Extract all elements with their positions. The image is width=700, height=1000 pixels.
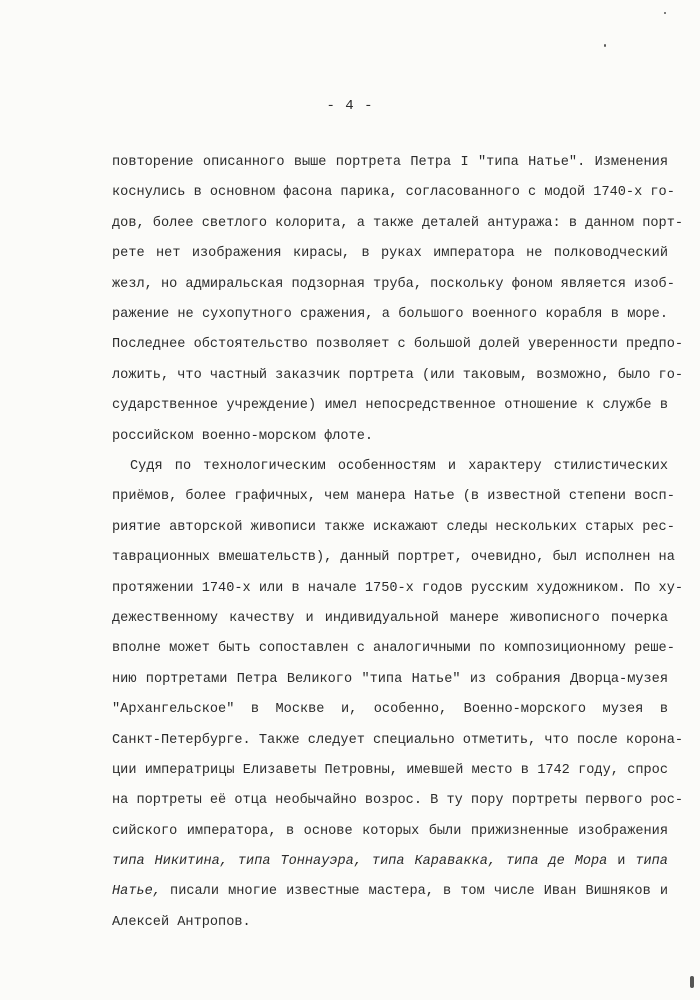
text-segment bbox=[362, 854, 372, 869]
text-segment: сударственное учреждение) имел непосредственное отношение к службе в bbox=[112, 398, 668, 414]
scan-speck bbox=[604, 44, 606, 47]
text-line bbox=[112, 604, 668, 634]
text-line bbox=[112, 330, 684, 360]
text-line bbox=[112, 756, 668, 786]
text-segment: Судя по технологическим особенностям и характеру стилистических bbox=[130, 459, 668, 474]
text-segment: дежественному качеству и индивидуальной манере живописного почерка bbox=[112, 610, 668, 626]
text-segment: приёмов, более графичных, чем манера Натье (в известной степени восп- bbox=[112, 489, 675, 505]
text-line bbox=[112, 482, 675, 512]
text-segment: на портреты её отца необычайно возрос. В ту пору портреты первого рос- bbox=[112, 793, 684, 809]
text-segment: писали многие известные мастера, в том числе Иван Вишняков и bbox=[160, 884, 668, 900]
text-segment: риятие авторской живописи также искажают следы нескольких старых рес- bbox=[112, 519, 675, 535]
text-line bbox=[112, 726, 684, 756]
text-segment: дов, более светлого колорита, а также деталей антуража: в данном порт- bbox=[112, 215, 684, 231]
text-line bbox=[112, 574, 684, 604]
text-line bbox=[112, 513, 675, 543]
text-segment: "Архангельское" в Москве и, особенно, Военно-морского музея в bbox=[112, 702, 668, 718]
text-line bbox=[112, 452, 668, 482]
text-line bbox=[112, 665, 668, 695]
text-segment: коснулись в основном фасона парика, согласованного с модой 1740-х го- bbox=[112, 185, 675, 201]
text-line bbox=[112, 817, 668, 847]
italic-text: типа bbox=[635, 854, 668, 870]
italic-text: типа Каравакка, bbox=[371, 854, 497, 870]
text-segment: повторение описанного выше портрета Петра I "типа Натье". Изменения bbox=[112, 155, 668, 170]
text-segment: российском военно-морском флоте. bbox=[112, 428, 374, 444]
text-segment: Последнее обстоятельство позволяет с большой долей уверенности предпо- bbox=[112, 337, 684, 353]
text-segment: Алексей Антропов. bbox=[112, 914, 251, 930]
text-line bbox=[112, 877, 668, 907]
text-segment: таврационных вмешательств), данный портрет, очевидно, был исполнен на bbox=[112, 550, 675, 566]
text-segment: вполне может быть сопоставлен с аналогичными по композиционному реше- bbox=[112, 641, 675, 657]
text-line bbox=[112, 847, 668, 877]
text-line bbox=[112, 178, 675, 208]
italic-text: типа Никитина, bbox=[112, 854, 228, 870]
scan-speck bbox=[664, 12, 666, 14]
paragraph-1 bbox=[112, 148, 684, 452]
text-segment: нию портретами Петра Великого "типа Натье" из собрания Дворца-музея bbox=[112, 671, 668, 687]
text-segment: жезл, но адмиральская подзорная труба, поскольку фоном является изоб- bbox=[112, 276, 675, 292]
text-line bbox=[112, 786, 684, 816]
text-segment bbox=[228, 854, 238, 869]
text-segment: ражение не сухопутного сражения, а большого военного корабля в море. bbox=[112, 306, 668, 322]
text-segment: ции императрицы Елизаветы Петровны, имевшей место в 1742 году, спрос bbox=[112, 762, 668, 778]
text-line bbox=[112, 908, 668, 938]
text-line bbox=[112, 148, 668, 178]
text-segment: сийского императора, в основе которых были прижизненные изображения bbox=[112, 823, 668, 839]
text-line bbox=[112, 543, 675, 573]
text-line bbox=[112, 239, 668, 269]
text-line bbox=[112, 300, 668, 330]
text-line bbox=[112, 209, 684, 239]
text-line bbox=[112, 391, 668, 421]
italic-text: Натье, bbox=[112, 884, 161, 900]
text-line bbox=[112, 695, 668, 725]
italic-text: типа Тоннауэра, bbox=[237, 854, 362, 870]
text-segment: Санкт-Петербурге. Также следует специально отметить, что после корона- bbox=[112, 732, 684, 748]
text-segment: и bbox=[607, 854, 636, 870]
page-number: - 4 - bbox=[326, 98, 374, 114]
text-line bbox=[112, 422, 668, 452]
italic-text: типа де Мора bbox=[505, 854, 608, 870]
text-segment bbox=[496, 854, 506, 869]
text-segment: рете нет изображения кирасы, в руках императора не полководческий bbox=[112, 246, 668, 262]
scan-speck bbox=[690, 976, 694, 988]
text-segment: протяжении 1740-х или в начале 1750-х годов русским художником. По ху- bbox=[112, 580, 684, 596]
text-line bbox=[112, 361, 684, 391]
text-line bbox=[112, 270, 675, 300]
text-segment: ложить, что частный заказчик портрета (или таковым, возможно, было го- bbox=[112, 367, 684, 383]
paragraph-2 bbox=[112, 452, 684, 938]
text-line bbox=[112, 634, 675, 664]
